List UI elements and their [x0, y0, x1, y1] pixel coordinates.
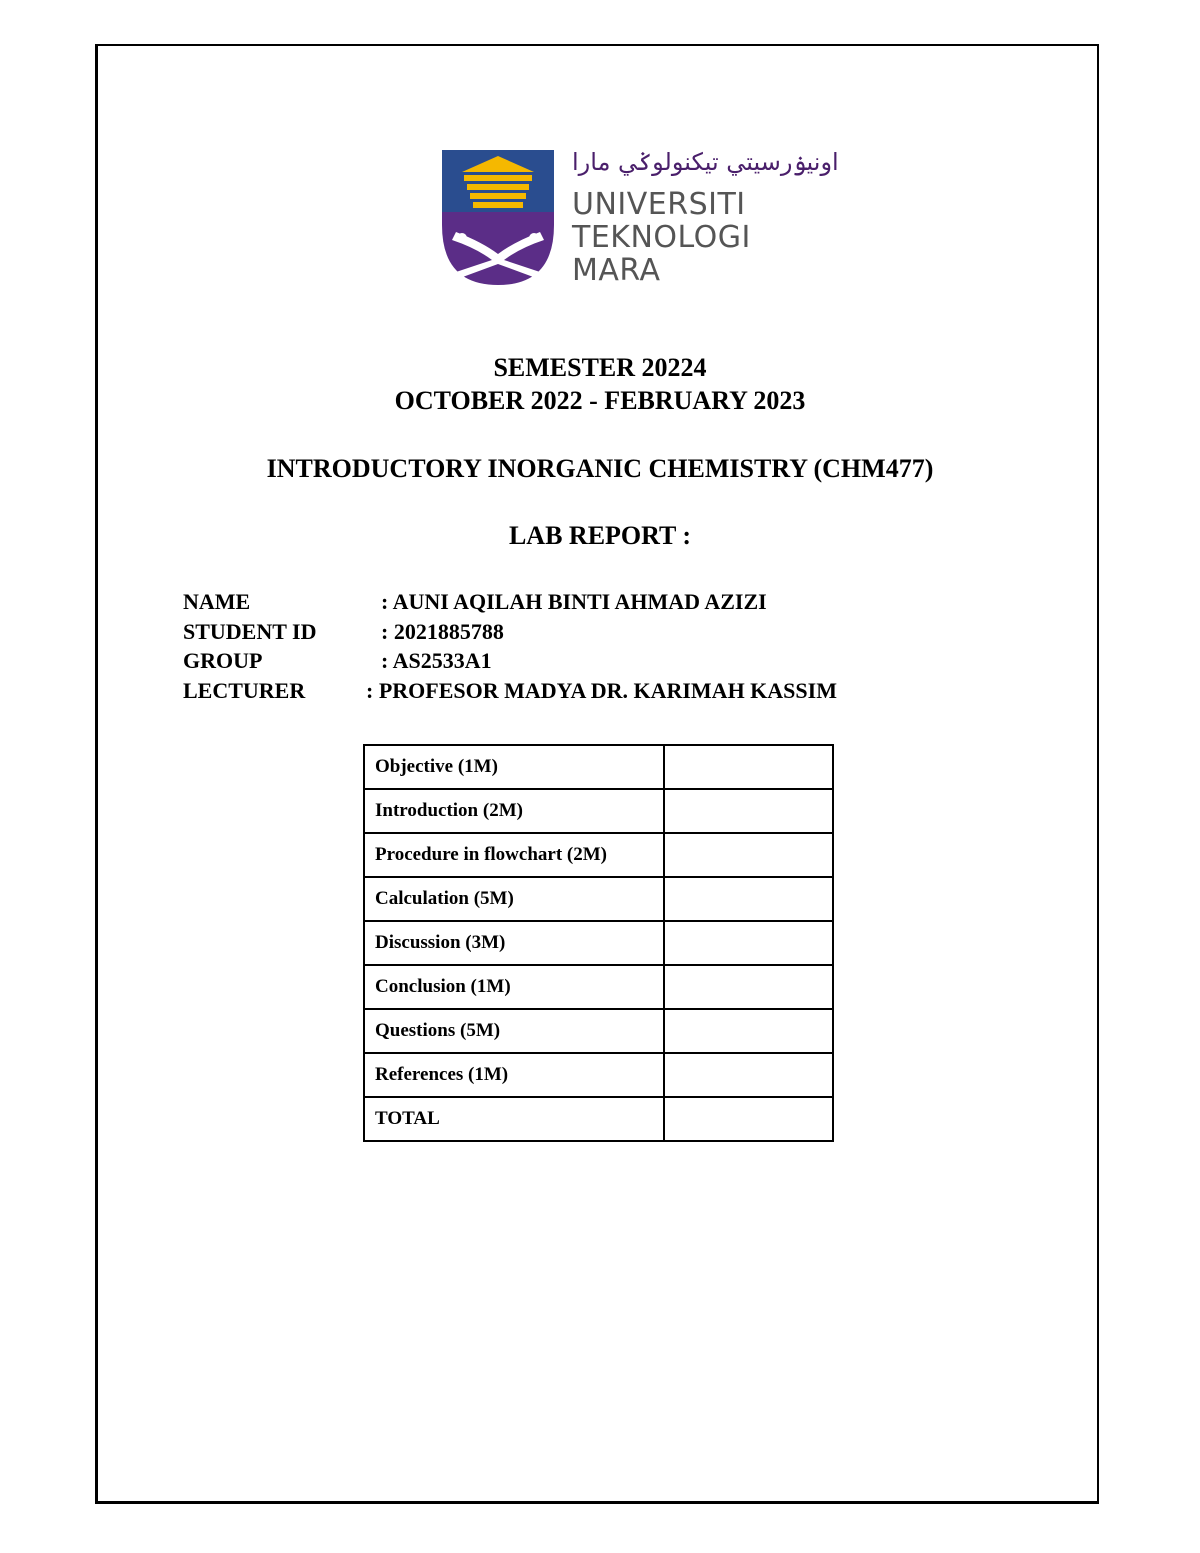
- table-row: [364, 1053, 833, 1097]
- lecturer-label: LECTURER: [183, 678, 306, 703]
- name-value: : AUNI AQILAH BINTI AHMAD AZIZI: [381, 589, 767, 614]
- logo-text-teknologi: TEKNOLOGI: [572, 220, 751, 255]
- criterion-cell: Introduction (2M): [364, 789, 664, 833]
- criterion-cell: Conclusion (1M): [364, 965, 664, 1009]
- score-cell: [664, 921, 833, 965]
- score-cell: [664, 1009, 833, 1053]
- report-title: LAB REPORT :: [508, 521, 692, 550]
- score-cell: [664, 1053, 833, 1097]
- table-row: [364, 1009, 833, 1053]
- group-label: GROUP: [183, 648, 263, 673]
- logo-text-mara: MARA: [572, 253, 661, 288]
- marks-table: [363, 744, 834, 1142]
- semester-heading: SEMESTER 20224: [493, 353, 707, 382]
- criterion-cell: Questions (5M): [364, 1009, 664, 1053]
- table-row-total: [364, 1097, 833, 1141]
- period-heading: OCTOBER 2022 - FEBRUARY 2023: [394, 386, 806, 415]
- uitm-logo: [442, 148, 839, 288]
- criterion-cell: Calculation (5M): [364, 877, 664, 921]
- score-cell: [664, 833, 833, 877]
- criterion-cell: Discussion (3M): [364, 921, 664, 965]
- table-row: [364, 877, 833, 921]
- total-label-cell: TOTAL: [364, 1097, 664, 1141]
- lecturer-value: : PROFESOR MADYA DR. KARIMAH KASSIM: [366, 678, 837, 703]
- name-label: NAME: [183, 589, 251, 614]
- table-row: [364, 789, 833, 833]
- student-id-label: STUDENT ID: [183, 619, 317, 644]
- score-cell: [664, 789, 833, 833]
- logo-jawi-text: اونيۏرسيتي تيكنولوݢي مارا: [572, 148, 839, 176]
- uitm-crest-icon: [442, 150, 554, 285]
- criterion-cell: Procedure in flowchart (2M): [364, 833, 664, 877]
- table-row: [364, 965, 833, 1009]
- student-id-value: : 2021885788: [381, 619, 504, 644]
- total-score-cell: [664, 1097, 833, 1141]
- table-row: [364, 921, 833, 965]
- score-cell: [664, 965, 833, 1009]
- score-cell: [664, 745, 833, 789]
- table-row: [364, 833, 833, 877]
- criterion-cell: Objective (1M): [364, 745, 664, 789]
- criterion-cell: References (1M): [364, 1053, 664, 1097]
- course-title: INTRODUCTORY INORGANIC CHEMISTRY (CHM477): [266, 454, 934, 483]
- group-value: : AS2533A1: [381, 648, 492, 673]
- table-row: [364, 745, 833, 789]
- score-cell: [664, 877, 833, 921]
- logo-text-universiti: UNIVERSITI: [572, 187, 746, 222]
